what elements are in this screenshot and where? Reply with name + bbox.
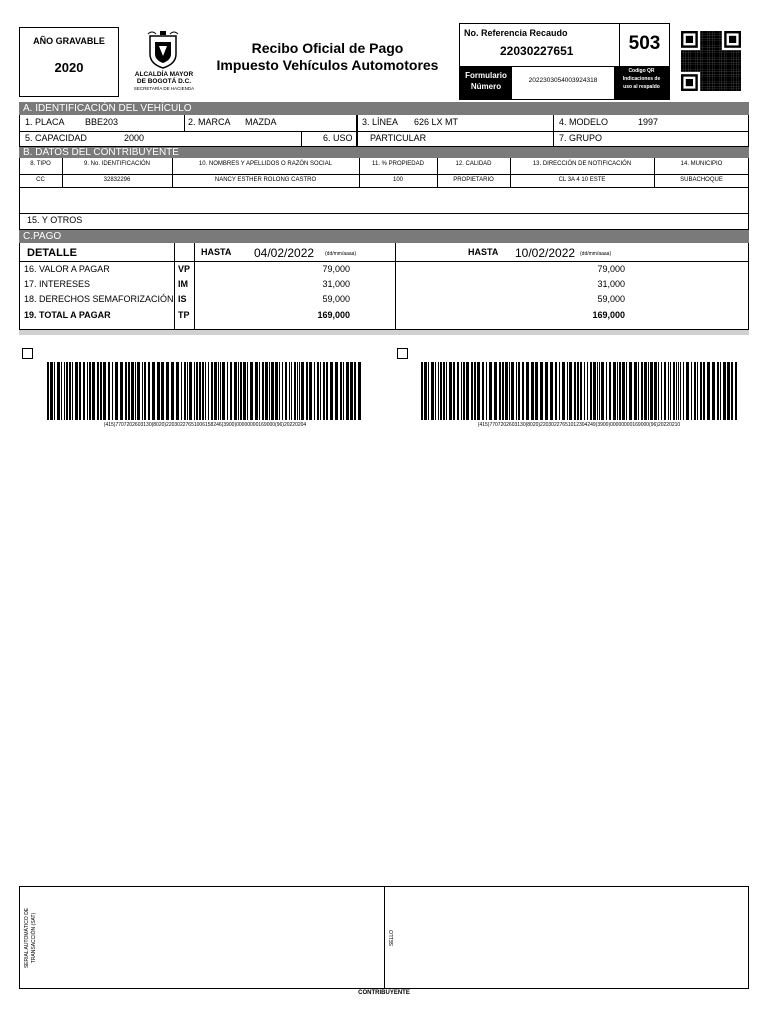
qr-note-3: uso al respaldo [623,84,660,90]
header-nombres: 10. NOMBRES Y APELLIDOS O RAZÓN SOCIAL [198,161,333,167]
otros-label: 15. Y OTROS [27,215,83,225]
pay-row-value-1: 59,000 [322,294,350,304]
referencia-value: 22030227651 [500,44,574,58]
value-direccion: CL 3A 4 10 ESTE [558,177,606,183]
pay-row-value-2: 169,000 [592,310,625,320]
pay-row-value-1: 31,000 [322,279,350,289]
anio-gravable-label: AÑO GRAVABLE [33,36,105,46]
placa-value: BBE203 [85,117,119,127]
section-c-title: C.PAGO [19,230,749,243]
pay-row-value-1: 79,000 [322,264,350,274]
value-identificacion: 32832296 [103,177,131,183]
pay-row-code: TP [178,310,190,320]
linea-label: 3. LÍNEA [362,117,399,127]
barcode-text-2: (415)7707202603130(8020)22030227651012304249(3900)00000000169000(96)20220210 [477,422,681,428]
checkbox-payment-2[interactable] [397,348,408,359]
pay-row-value-2: 31,000 [597,279,625,289]
qr-code-icon [681,31,741,93]
formulario-label: Formulario [465,71,507,80]
hasta-label-2: HASTA [468,247,499,257]
pay-row-label: 17. INTERESES [24,279,91,289]
value-propiedad: 100 [392,177,403,183]
date-2: 10/02/2022 [515,246,576,260]
uso-value: PARTICULAR [370,133,427,143]
anio-gravable-value: 2020 [54,60,84,75]
marca-label: 2. MARCA [188,117,231,127]
bogota-shield-logo [146,30,180,70]
pay-row-value-1: 169,000 [317,310,350,320]
pay-row-code: IS [178,294,187,304]
value-nombres: NANCY ESTHER ROLONG CASTRO [214,177,317,183]
capacidad-value: 2000 [124,133,145,143]
form-code: 503 [628,33,661,54]
marca-value: MAZDA [245,117,277,127]
header-calidad: 12. CALIDAD [455,161,492,167]
pay-row-value-2: 79,000 [597,264,625,274]
date-format-2: (dd/mm/aaaa) [580,251,612,257]
qr-note-1: Codigo QR [628,68,655,74]
placa-label: 1. PLACA [25,117,65,127]
pay-row-label: 16. VALOR A PAGAR [24,264,110,274]
grupo-label: 7. GRUPO [559,133,603,143]
value-municipio: SUBACHOQUE [680,177,723,183]
formulario-number: 2022303054003924318 [528,77,598,84]
sello-label: SELLO [389,929,395,947]
form-title: Recibo Oficial de Pago [251,40,404,56]
entity-name-line1: ALCALDÍA MAYOR [134,71,194,78]
entity-name-line2: DE BOGOTÁ D.C. [136,78,192,85]
date-format-1: (dd/mm/aaaa) [325,251,357,257]
referencia-label: No. Referencia Recaudo [464,28,568,38]
header-direccion: 13. DIRECCIÓN DE NOTIFICACIÓN [532,161,632,167]
formulario-label-2: Número [470,82,502,91]
header-tipo: 8. TIPO [30,161,51,167]
header-propiedad: 11. % PROPIEDAD [372,161,424,167]
pay-row-code: IM [178,279,188,289]
barcode-text-1: (415)7707202603130(8020)22030227651006158246(3900)00000000169000(96)20220204 [103,422,307,428]
entity-name-line3: SECRETARÍA DE HACIENDA [133,86,195,91]
checkbox-payment-1[interactable] [22,348,33,359]
modelo-label: 4. MODELO [559,117,609,127]
header-municipio: 14. MUNICIPIO [680,161,723,167]
date-1: 04/02/2022 [254,246,315,260]
pay-row-label: 19. TOTAL A PAGAR [24,310,111,320]
value-tipo: CC [36,177,45,183]
qr-note-2: Indicaciones de [622,76,661,82]
value-calidad: PROPIETARIO [453,177,494,183]
contribuyente-label: CONTRIBUYENTE [358,990,410,996]
linea-value: 626 LX MT [414,117,459,127]
modelo-value: 1997 [638,117,659,127]
pay-row-code: VP [178,264,191,274]
serial-label-2: TRANSACCIÓN (SAT) [31,912,37,964]
pay-row-value-2: 59,000 [597,294,625,304]
barcode-payment-2 [419,362,739,420]
pay-row-label: 18. DERECHOS SEMAFORIZACIÓN [24,294,174,304]
section-b-title: B. DATOS DEL CONTRIBUYENTE [19,147,749,158]
hasta-label-1: HASTA [201,247,232,257]
capacidad-label: 5. CAPACIDAD [25,133,87,143]
section-a-title: A. IDENTIFICACIÓN DEL VEHÍCULO [19,102,749,115]
form-subtitle: Impuesto Vehículos Automotores [216,57,439,73]
header-identificacion: 9. No. IDENTIFICACIÓN [83,161,150,167]
barcode-payment-1 [45,362,365,420]
detalle-label: DETALLE [27,247,77,259]
uso-label: 6. USO [323,133,353,143]
serial-label-1: SERIAL AUTOMÁTICO DE [24,907,30,969]
